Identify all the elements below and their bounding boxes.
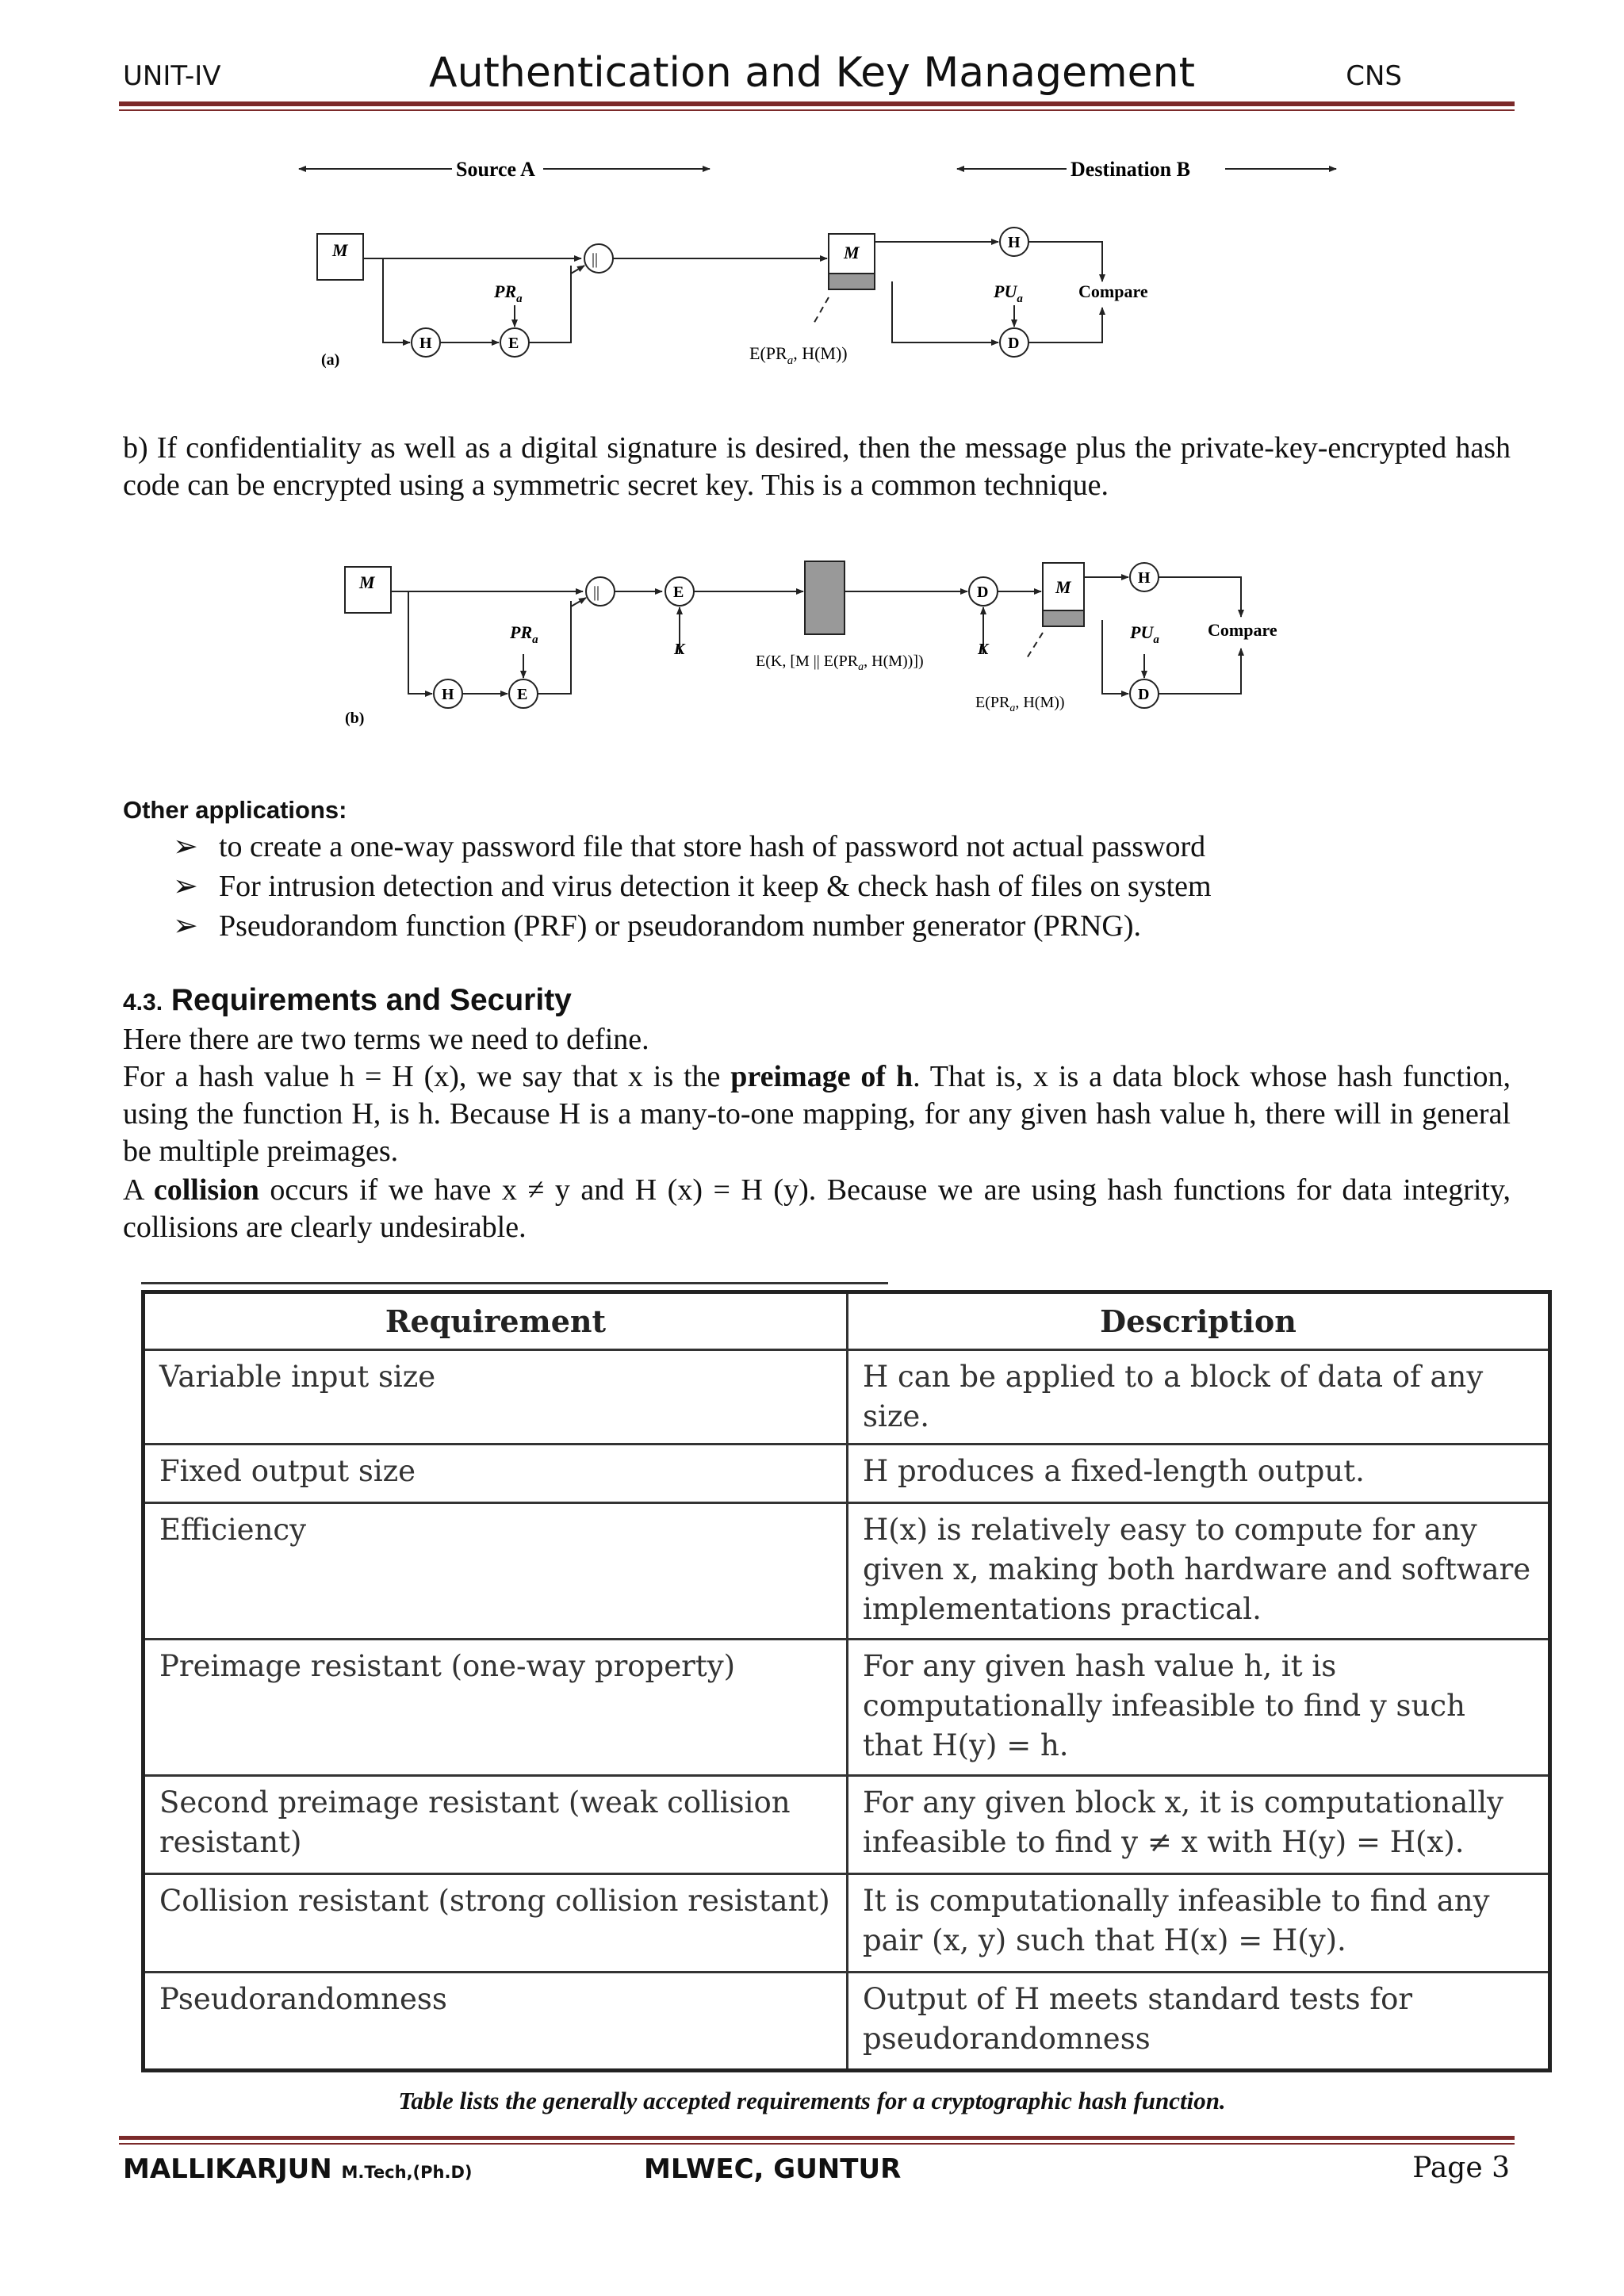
- requirement-cell: Variable input size: [144, 1350, 848, 1445]
- footer-degree: M.Tech,(Ph.D): [341, 2163, 473, 2182]
- requirement-cell: Collision resistant (strong collision resistant): [144, 1874, 848, 1973]
- hash-label-destination: H: [1138, 569, 1151, 587]
- compare-label: Compare: [1078, 281, 1148, 301]
- ciphertext-block: [805, 561, 845, 634]
- header-rule-thin: [119, 109, 1515, 111]
- sign-label: E: [517, 686, 528, 703]
- page-title: Authentication and Key Management: [429, 49, 1195, 97]
- concat-node: [584, 244, 613, 273]
- other-applications-heading: Other applications:: [123, 796, 347, 824]
- requirement-cell: Second preimage resistant (weak collision resistant): [144, 1776, 848, 1874]
- paragraph-b: b) If confidentiality as well as a digital signature is desired, then the message plus the private-key-encrypted hash code can be encrypted using a symmetric secret key. This is a common technique.: [123, 431, 1511, 502]
- table-row: [144, 1640, 1550, 1776]
- compare-label: Compare: [1208, 620, 1277, 640]
- signature-block: [1043, 610, 1084, 626]
- table-row: [144, 1503, 1550, 1640]
- list-item: ➢ Pseudorandom function (PRF) or pseudorandom number generator (PRNG).: [173, 906, 1141, 946]
- source-label: Source A: [456, 158, 535, 181]
- column-header-description: Description: [848, 1292, 1550, 1350]
- requirement-cell: Pseudorandomness: [144, 1973, 848, 2071]
- concat-label: ||: [592, 251, 599, 268]
- table-row: [144, 1445, 1550, 1503]
- message-label-destination: M: [1055, 577, 1071, 597]
- message-label-destination: M: [844, 243, 860, 262]
- header-unit: UNIT-IV: [123, 60, 221, 92]
- description-cell: Output of H meets standard tests for pseudorandomness: [848, 1973, 1550, 2071]
- section-title: Requirements and Security: [170, 983, 572, 1017]
- ciphertext-label: E(K, [M || $E(PR_a$, H(M))]): [756, 652, 924, 673]
- table-row: [144, 1350, 1550, 1445]
- private-key-label: $PR_a$: [510, 622, 538, 646]
- list-item: ➢ For intrusion detection and virus detection it keep & check hash of files on system: [173, 867, 1212, 906]
- requirement-cell: Preimage resistant (one-way property): [144, 1640, 848, 1776]
- list-item: ➢ to create a one-way password file that store hash of password not actual password: [173, 827, 1205, 867]
- public-key-label: $PU_a$: [994, 281, 1023, 305]
- bullet-arrow-icon: ➢: [173, 870, 198, 903]
- signature-label: $E(PR_a$, H(M)): [749, 343, 848, 367]
- footer-author: MALLIKARJUN M.Tech,(Ph.D): [123, 2153, 473, 2185]
- message-label-source: M: [332, 240, 348, 260]
- preimage-term: preimage of h: [730, 1060, 914, 1093]
- section-intro: Here there are two terms we need to define.: [123, 1023, 649, 1056]
- page-number: Page 3: [1412, 2152, 1510, 2184]
- figure-a-diagram: [282, 147, 1360, 396]
- description-cell: H can be applied to a block of data of any size.: [848, 1350, 1550, 1445]
- section-heading: [123, 983, 572, 1018]
- header-subject: CNS: [1346, 60, 1402, 92]
- collision-term: collision: [153, 1173, 259, 1207]
- hash-label-source: H: [442, 686, 454, 703]
- header-rule: [119, 101, 1515, 106]
- description-cell: For any given hash value h, it is computationally infeasible to find y such that H(y) = h.: [848, 1640, 1550, 1776]
- symmetric-encrypt-label: E: [673, 584, 684, 601]
- public-key-label: $PU_a$: [1130, 622, 1159, 646]
- figure-a-tag: (a): [321, 351, 340, 369]
- symmetric-decrypt-label: D: [977, 584, 989, 601]
- table-caption: Table lists the generally accepted requirements for a cryptographic hash function.: [398, 2087, 1226, 2114]
- description-cell: H(x) is relatively easy to compute for any given x, making both hardware and software implementations practical.: [848, 1503, 1550, 1640]
- footer-rule-thin: [119, 2143, 1515, 2145]
- key-label-source: K: [674, 641, 685, 658]
- preimage-paragraph: For a hash value h = H (x), we say that x is the preimage of h. That is, x is a data block whose hash function, using the function H, is h. Because H is a many-to-one mapping, for any given hash value h, there will in general be multiple preimages.: [123, 1060, 1511, 1168]
- message-label-source: M: [359, 572, 375, 592]
- table-top-rule: [141, 1282, 888, 1284]
- table-row: [144, 1973, 1550, 2071]
- bullet-arrow-icon: ➢: [173, 830, 198, 863]
- concat-label: ||: [593, 584, 600, 601]
- table-header-row: [144, 1292, 1550, 1350]
- concat-node: [586, 577, 615, 606]
- figure-b-diagram: [329, 547, 1312, 769]
- key-label-destination: K: [978, 641, 989, 658]
- signature-block: [829, 274, 875, 289]
- decrypt-label: D: [1008, 335, 1020, 352]
- hash-label-source: H: [419, 335, 432, 352]
- description-cell: It is computationally infeasible to find any pair (x, y) such that H(x) = H(y).: [848, 1874, 1550, 1973]
- figure-b-tag: (b): [345, 710, 365, 727]
- requirement-cell: Fixed output size: [144, 1445, 848, 1503]
- collision-paragraph: A collision occurs if we have x ≠ y and H (x) = H (y). Because we are using hash functions for data integrity, collisions are clearly undesirable.: [123, 1173, 1511, 1244]
- table-row: [144, 1874, 1550, 1973]
- footer-rule: [119, 2136, 1515, 2140]
- table-row: [144, 1776, 1550, 1874]
- destination-label: Destination B: [1071, 158, 1190, 181]
- encrypt-label: E: [508, 335, 519, 352]
- footer-college: MLWEC, GUNTUR: [644, 2153, 902, 2185]
- description-cell: H produces a fixed-length output.: [848, 1445, 1550, 1503]
- signature-label: $E(PR_a$, H(M)): [975, 694, 1065, 714]
- private-key-label: $PR_a$: [494, 281, 523, 305]
- description-cell: For any given block x, it is computationally infeasible to find y ≠ x with H(y) = H(x).: [848, 1776, 1550, 1874]
- requirement-cell: Efficiency: [144, 1503, 848, 1640]
- section-number: 4.3.: [123, 989, 163, 1016]
- hash-label-destination: H: [1008, 234, 1021, 251]
- bullet-arrow-icon: ➢: [173, 909, 198, 943]
- column-header-requirement: Requirement: [144, 1292, 848, 1350]
- requirements-table: [141, 1290, 1552, 2072]
- verify-label: D: [1138, 686, 1150, 703]
